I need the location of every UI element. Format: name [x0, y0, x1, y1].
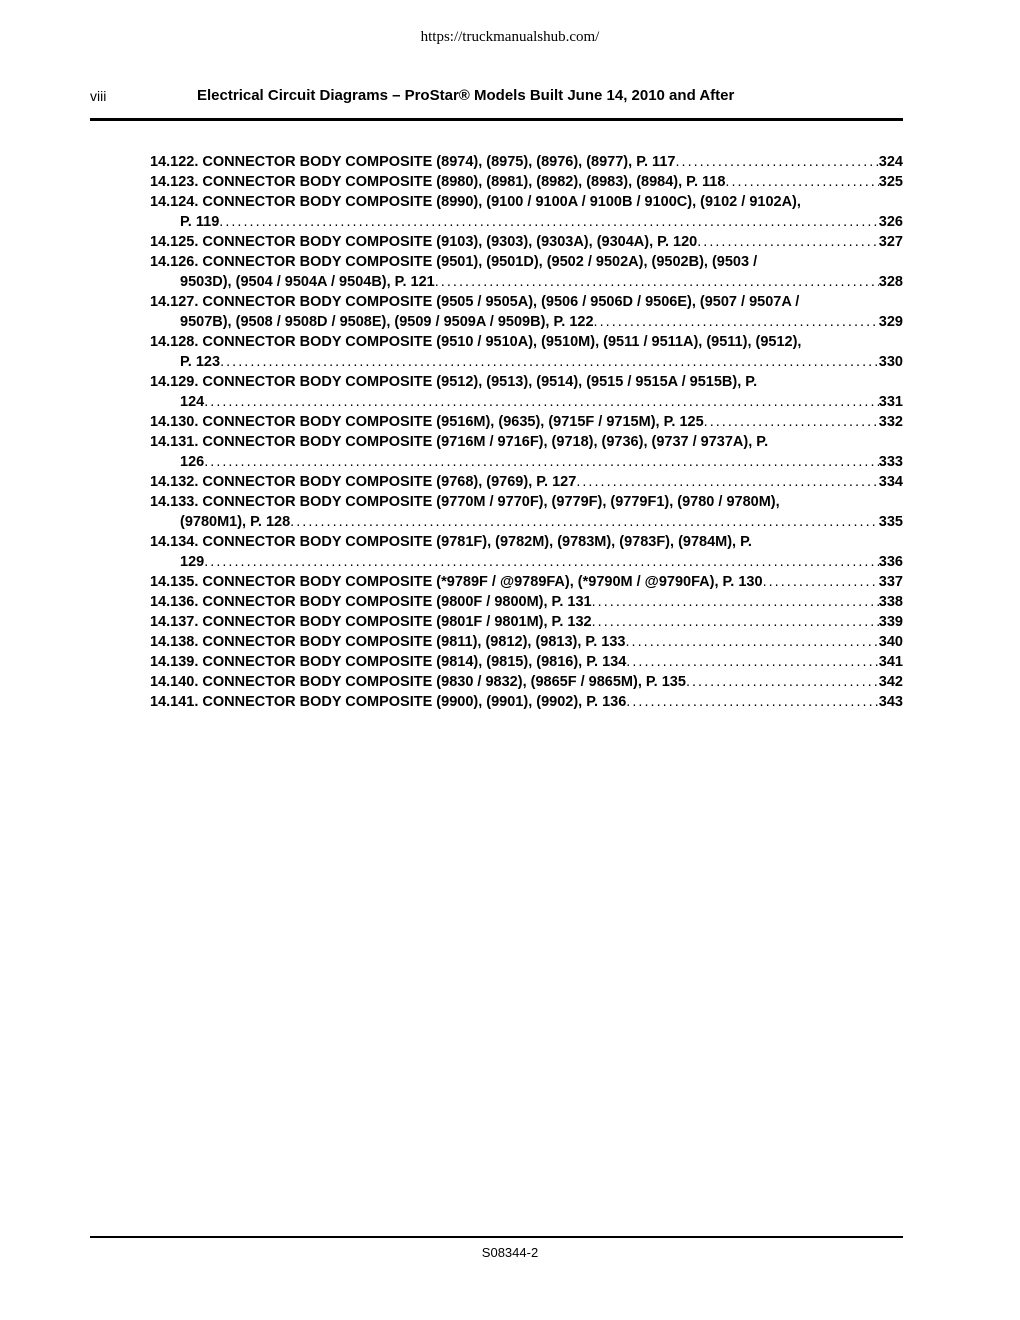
toc-entry-continuation — [150, 212, 903, 232]
toc-entry-text: 14.126. CONNECTOR BODY COMPOSITE (9501), (9501D), (9502 / 9502A), (9502B), (9503 / — [150, 254, 758, 270]
toc-entry-line — [150, 412, 903, 432]
toc-entry[interactable] — [150, 592, 903, 612]
toc-page-number: 335 — [878, 514, 903, 530]
source-url[interactable]: https://truckmanualshub.com/ — [420, 29, 600, 45]
toc-page-number: 328 — [878, 274, 903, 290]
toc-entry-continuation — [150, 552, 903, 572]
dot-leader — [290, 512, 879, 532]
toc-page-number: 327 — [878, 234, 903, 250]
toc-entry-line — [150, 632, 903, 652]
toc-entry-continuation — [150, 392, 903, 412]
toc-entry-line — [150, 692, 903, 712]
table-of-contents — [150, 152, 903, 712]
toc-entry-continuation — [150, 352, 903, 372]
toc-entry-text: 14.124. CONNECTOR BODY COMPOSITE (8990), (9100 / 9100A / 9100B / 9100C), (9102 / 9102A), — [150, 194, 801, 210]
document-id: S08344-2 — [481, 1245, 539, 1260]
dot-leader — [725, 172, 878, 192]
toc-page-number: 340 — [878, 634, 903, 650]
toc-entry-line — [150, 372, 903, 392]
toc-entry-text: 14.128. CONNECTOR BODY COMPOSITE (9510 / 9510A), (9510M), (9511 / 9511A), (9511), (9512), — [150, 334, 802, 350]
toc-entry-text: 9507B), (9508 / 9508D / 9508E), (9509 / 9509A / 9509B), P. 122 — [180, 314, 594, 330]
toc-entry-continuation — [150, 272, 903, 292]
toc-entry[interactable] — [150, 532, 903, 572]
dot-leader — [704, 412, 879, 432]
toc-entry[interactable] — [150, 672, 903, 692]
dot-leader — [594, 312, 879, 332]
dot-leader — [204, 392, 879, 412]
toc-entry[interactable] — [150, 332, 903, 372]
toc-entry-text: 14.139. CONNECTOR BODY COMPOSITE (9814), (9815), (9816), P. 134 — [150, 654, 627, 670]
page-number: viii — [90, 88, 107, 104]
toc-entry[interactable] — [150, 372, 903, 412]
toc-page-number: 333 — [878, 454, 903, 470]
toc-entry-text: 14.141. CONNECTOR BODY COMPOSITE (9900), (9901), (9902), P. 136 — [150, 694, 627, 710]
toc-entry-line — [150, 192, 903, 212]
toc-entry-text: 124 — [180, 394, 205, 410]
dot-leader — [686, 672, 879, 692]
toc-page-number: 324 — [878, 154, 903, 170]
toc-entry-text: 14.129. CONNECTOR BODY COMPOSITE (9512), (9513), (9514), (9515 / 9515A / 9515B), P. — [150, 374, 758, 390]
toc-entry[interactable] — [150, 192, 903, 232]
toc-entry-text: 14.133. CONNECTOR BODY COMPOSITE (9770M / 9770F), (9779F), (9779F1), (9780 / 9780M), — [150, 494, 780, 510]
dot-leader — [592, 612, 879, 632]
dot-leader — [435, 272, 879, 292]
toc-entry[interactable] — [150, 612, 903, 632]
dot-leader — [763, 572, 879, 592]
toc-page-number: 337 — [878, 574, 903, 590]
toc-entry-text: 14.140. CONNECTOR BODY COMPOSITE (9830 / 9832), (9865F / 9865M), P. 135 — [150, 674, 686, 690]
toc-page-number: 336 — [878, 554, 903, 570]
toc-entry-text: 14.131. CONNECTOR BODY COMPOSITE (9716M / 9716F), (9718), (9736), (9737 / 9737A), P. — [150, 434, 769, 450]
dot-leader — [219, 212, 879, 232]
toc-entry-text: 14.137. CONNECTOR BODY COMPOSITE (9801F / 9801M), P. 132 — [150, 614, 592, 630]
toc-entry[interactable] — [150, 472, 903, 492]
toc-entry-line — [150, 612, 903, 632]
toc-entry-text: P. 119 — [180, 214, 220, 230]
toc-entry-line — [150, 532, 903, 552]
toc-entry[interactable] — [150, 492, 903, 532]
toc-entry-text: P. 123 — [180, 354, 221, 370]
toc-entry-line — [150, 652, 903, 672]
toc-entry-text: 14.130. CONNECTOR BODY COMPOSITE (9516M), (9635), (9715F / 9715M), P. 125 — [150, 414, 704, 430]
toc-entry-text: 14.123. CONNECTOR BODY COMPOSITE (8980), (8981), (8982), (8983), (8984), P. 118 — [150, 174, 726, 190]
dot-leader — [697, 232, 879, 252]
toc-entry-text: 14.132. CONNECTOR BODY COMPOSITE (9768), (9769), P. 127 — [150, 474, 577, 490]
toc-entry-text: 129 — [180, 554, 205, 570]
toc-entry-line — [150, 152, 903, 172]
toc-entry-line — [150, 432, 903, 452]
toc-entry-text: 14.134. CONNECTOR BODY COMPOSITE (9781F), (9782M), (9783M), (9783F), (9784M), P. — [150, 534, 752, 550]
toc-page-number: 339 — [878, 614, 903, 630]
toc-page-number: 341 — [878, 654, 903, 670]
toc-entry-line — [150, 292, 903, 312]
toc-entry[interactable] — [150, 172, 903, 192]
toc-page-number: 343 — [878, 694, 903, 710]
toc-entry-text: 126 — [180, 454, 205, 470]
toc-entry-line — [150, 672, 903, 692]
toc-entry[interactable] — [150, 152, 903, 172]
toc-entry-text: (9780M1), P. 128 — [180, 514, 291, 530]
toc-entry-text: 14.122. CONNECTOR BODY COMPOSITE (8974), (8975), (8976), (8977), P. 117 — [150, 154, 676, 170]
footer-rule — [90, 1236, 903, 1238]
toc-page-number: 330 — [878, 354, 903, 370]
toc-page-number: 326 — [878, 214, 903, 230]
toc-entry-line — [150, 592, 903, 612]
toc-entry-text: 14.135. CONNECTOR BODY COMPOSITE (*9789F / @9789FA), (*9790M / @9790FA), P. 130 — [150, 574, 763, 590]
dot-leader — [204, 452, 879, 472]
toc-page-number: 334 — [878, 474, 903, 490]
toc-entry-line — [150, 572, 903, 592]
toc-entry-line — [150, 332, 903, 352]
toc-entry[interactable] — [150, 692, 903, 712]
toc-entry[interactable] — [150, 412, 903, 432]
dot-leader — [220, 352, 879, 372]
dot-leader — [626, 692, 879, 712]
toc-entry-continuation — [150, 312, 903, 332]
toc-entry-continuation — [150, 452, 903, 472]
toc-entry[interactable] — [150, 252, 903, 292]
toc-page-number: 342 — [878, 674, 903, 690]
dot-leader — [625, 632, 878, 652]
header-rule — [90, 118, 903, 121]
toc-entry[interactable] — [150, 572, 903, 592]
toc-entry-line — [150, 472, 903, 492]
toc-page-number: 332 — [878, 414, 903, 430]
toc-entry-text: 14.138. CONNECTOR BODY COMPOSITE (9811), (9812), (9813), P. 133 — [150, 634, 626, 650]
toc-entry-line — [150, 232, 903, 252]
toc-entry[interactable] — [150, 292, 903, 332]
dot-leader — [626, 652, 879, 672]
toc-entry[interactable] — [150, 632, 903, 652]
toc-entry-continuation — [150, 512, 903, 532]
toc-entry-line — [150, 172, 903, 192]
toc-entry-text: 14.136. CONNECTOR BODY COMPOSITE (9800F / 9800M), P. 131 — [150, 594, 592, 610]
toc-entry-text: 14.125. CONNECTOR BODY COMPOSITE (9103), (9303), (9303A), (9304A), P. 120 — [150, 234, 698, 250]
dot-leader — [204, 552, 879, 572]
dot-leader — [592, 592, 879, 612]
toc-entry[interactable] — [150, 432, 903, 472]
toc-entry-line — [150, 252, 903, 272]
toc-page-number: 329 — [878, 314, 903, 330]
toc-entry-text: 9503D), (9504 / 9504A / 9504B), P. 121 — [180, 274, 435, 290]
toc-page-number: 325 — [878, 174, 903, 190]
toc-page-number: 338 — [878, 594, 903, 610]
toc-entry-text: 14.127. CONNECTOR BODY COMPOSITE (9505 / 9505A), (9506 / 9506D / 9506E), (9507 / 9507A / — [150, 294, 800, 310]
toc-page-number: 331 — [878, 394, 903, 410]
dot-leader — [576, 472, 878, 492]
dot-leader — [675, 152, 878, 172]
toc-entry[interactable] — [150, 652, 903, 672]
toc-entry[interactable] — [150, 232, 903, 252]
document-title: Electrical Circuit Diagrams – ProStar® Models Built June 14, 2010 and After — [197, 87, 735, 104]
toc-entry-line — [150, 492, 903, 512]
